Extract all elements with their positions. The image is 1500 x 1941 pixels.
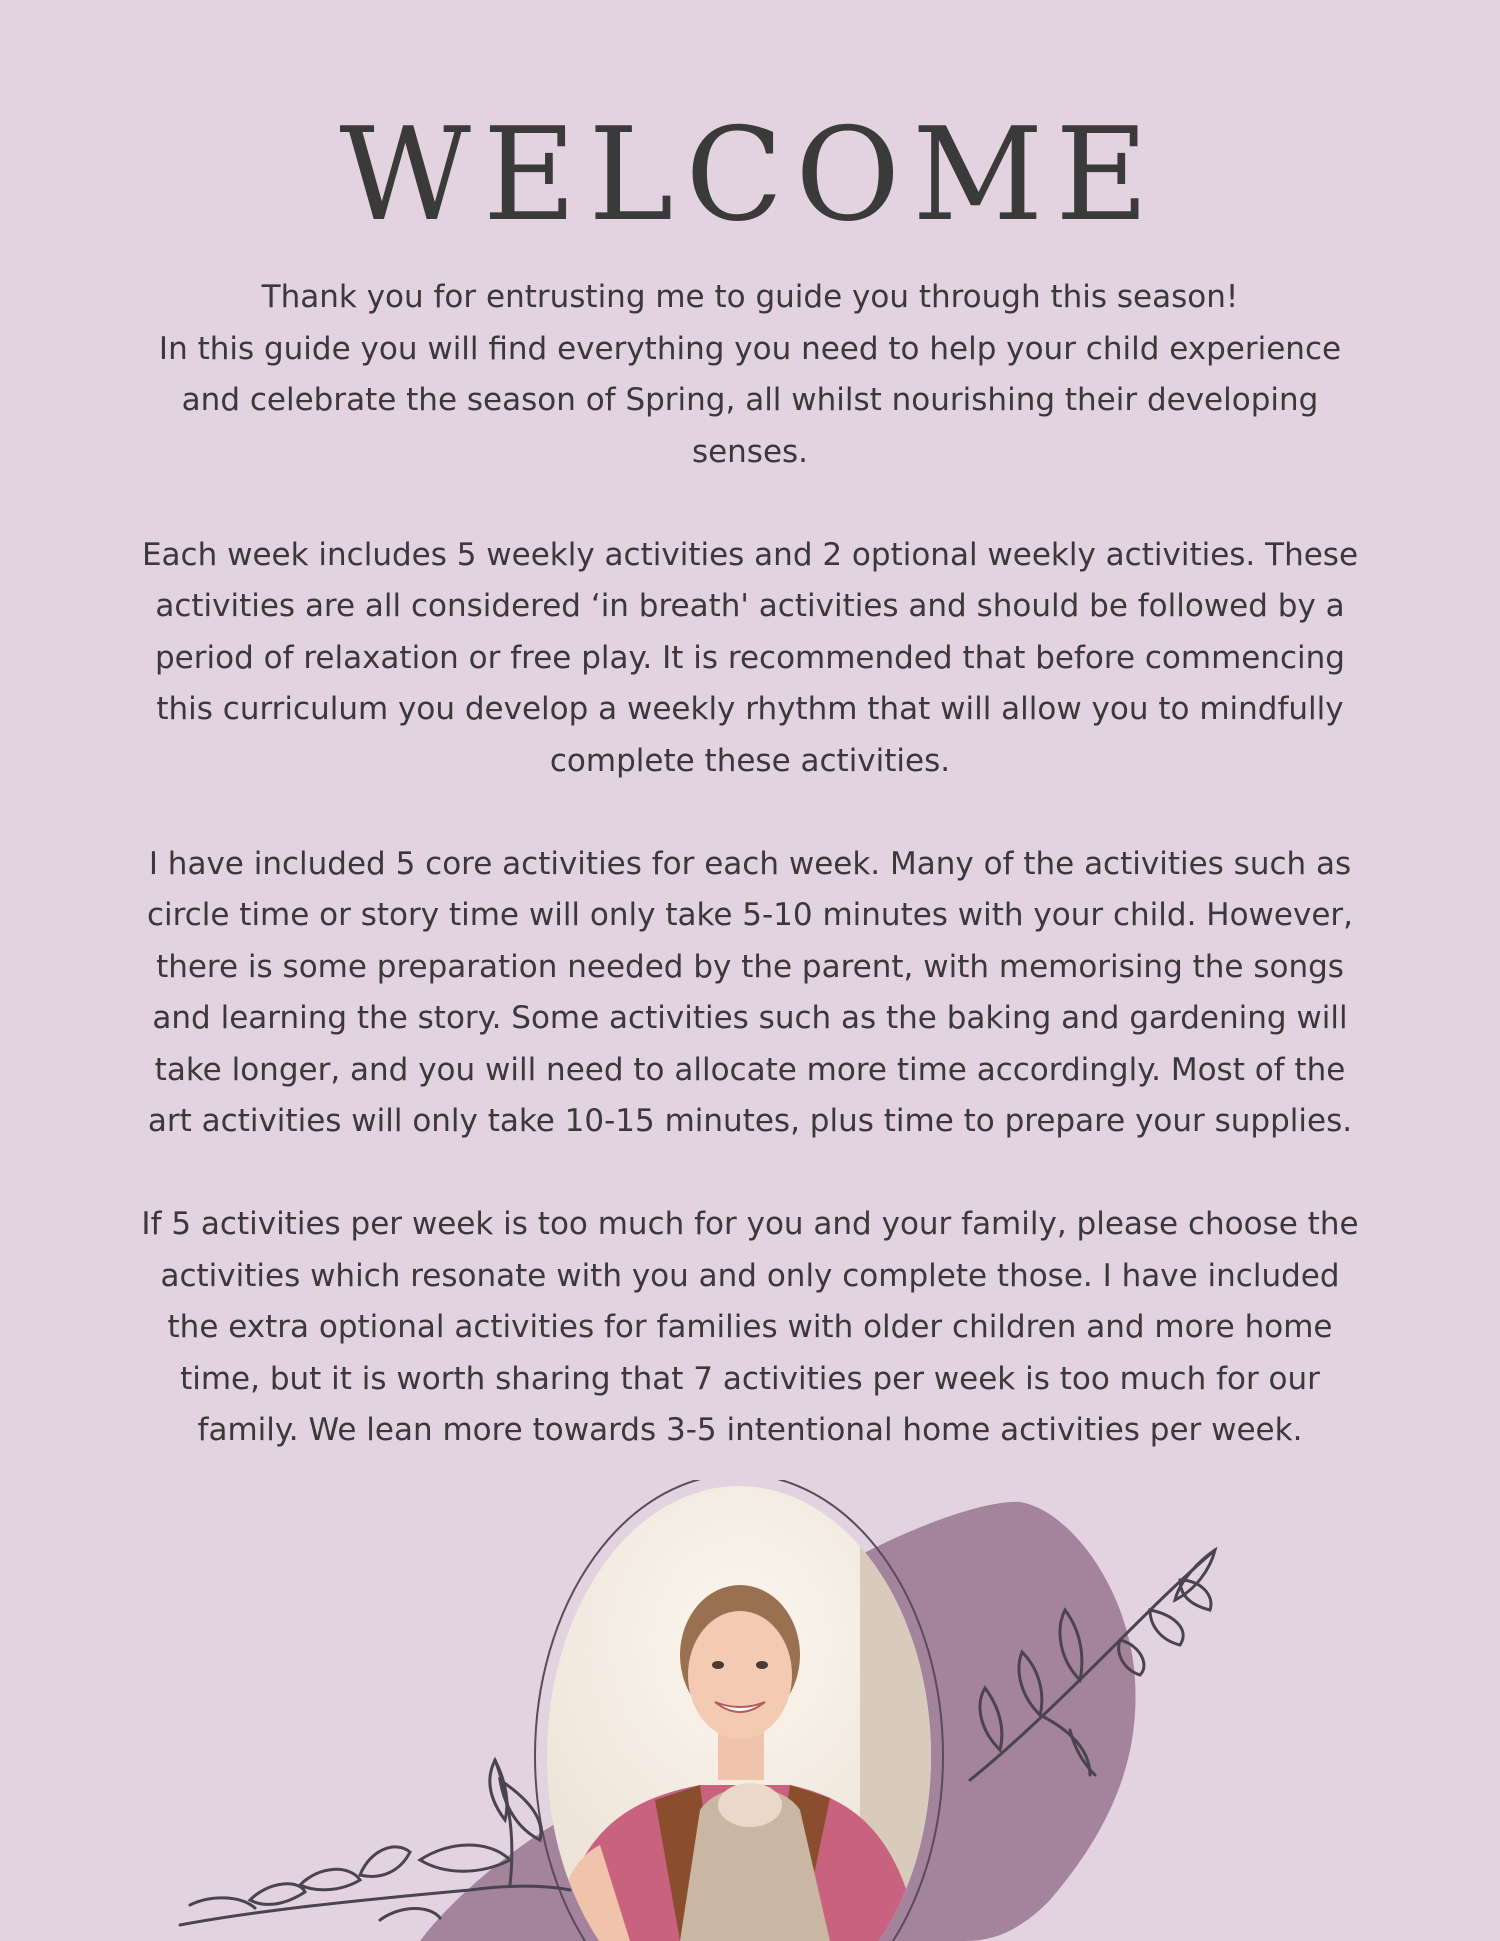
paragraph-intro xyxy=(95,272,1405,478)
text-line: If 5 activities per week is too much for you and your family, please choose the xyxy=(141,1206,1359,1242)
text-line: art activities will only take 10-15 minutes, plus time to prepare your supplies. xyxy=(147,1103,1353,1139)
text-line: and learning the story. Some activities such as the baking and gardening will xyxy=(152,1000,1348,1036)
text-line: there is some preparation needed by the parent, with memorising the songs xyxy=(156,948,1344,985)
text-line: family. We lean more towards 3-5 intentional home activities per week. xyxy=(197,1412,1303,1448)
artwork-svg xyxy=(0,1480,1500,1941)
text-line: and celebrate the season of Spring, all whilst nourishing their developing xyxy=(181,382,1319,418)
text-line: Each week includes 5 weekly activities and 2 optional weekly activities. These xyxy=(141,536,1359,573)
text-line: complete these activities. xyxy=(549,742,951,779)
text-line: I have included 5 core activities for each week. Many of the activities such as xyxy=(148,845,1352,882)
paragraph-weekly-activities xyxy=(95,530,1405,788)
text-line: In this guide you will find everything you need to help your child experience xyxy=(158,330,1342,367)
paragraph-core-activities xyxy=(95,839,1405,1148)
text-line: take longer, and you will need to allocate more time accordingly. Most of the xyxy=(154,1051,1346,1088)
text-line: this curriculum you develop a weekly rhythm that will allow you to mindfully xyxy=(156,691,1344,727)
text-line: circle time or story time will only take 5-10 minutes with your child. However, xyxy=(146,897,1354,933)
text-line: time, but it is worth sharing that 7 activities per week is too much for our xyxy=(180,1360,1320,1397)
text-line: activities are all considered ‘in breath' activities and should be followed by a xyxy=(155,588,1345,624)
text-line: the extra optional activities for families with older children and more home xyxy=(167,1309,1333,1345)
welcome-body xyxy=(95,272,1405,1457)
text-line: activities which resonate with you and only complete those. I have included xyxy=(160,1257,1340,1294)
page-title: WELCOME xyxy=(339,101,1161,250)
text-line: senses. xyxy=(691,433,809,470)
decorative-artwork xyxy=(0,1480,1500,1941)
paragraph-optional-note xyxy=(95,1199,1405,1457)
text-line: period of relaxation or free play. It is recommended that before commencing xyxy=(155,639,1345,676)
text-line: Thank you for entrusting me to guide you through this season! xyxy=(261,279,1239,315)
